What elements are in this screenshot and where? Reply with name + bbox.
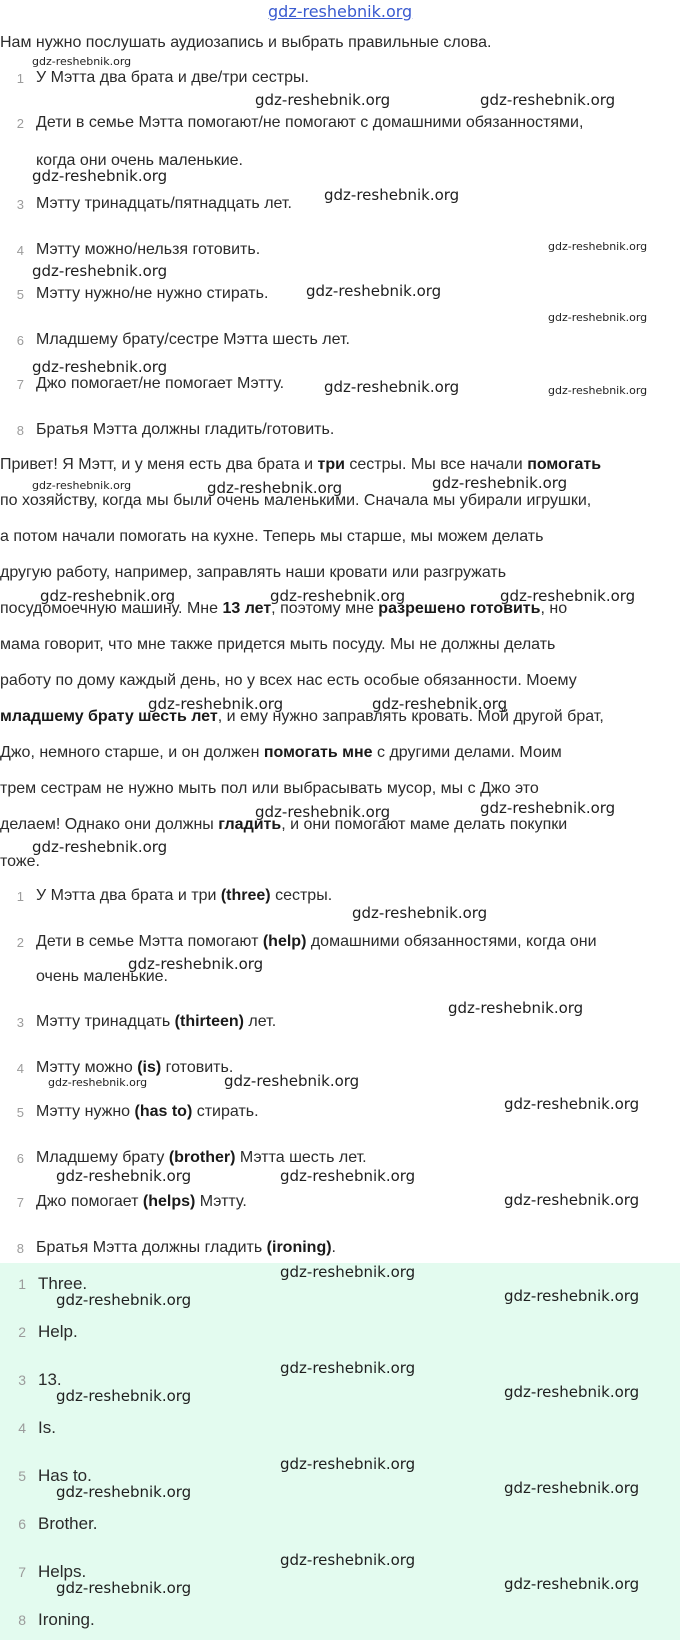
- story-line: другую работу, например, заправлять наши кровати или разгружать: [0, 564, 507, 581]
- task-number: 3: [16, 197, 24, 212]
- watermark: gdz-reshebnik.org: [548, 240, 648, 253]
- answer-text: готовить.: [161, 1059, 234, 1076]
- answer-number: 7: [16, 1195, 24, 1210]
- answer-item: [36, 1058, 233, 1078]
- story-text: , но: [540, 600, 568, 617]
- task-number: 5: [16, 287, 24, 302]
- watermark: gdz-reshebnik.org: [280, 1455, 416, 1473]
- answer-number: 5: [16, 1105, 24, 1120]
- task-number: 6: [16, 333, 24, 348]
- story-line: работу по дому каждый день, но у всех нас есть особые обязанности. Моему: [0, 672, 577, 689]
- answer-text: лет.: [243, 1013, 277, 1030]
- story-line: тоже.: [0, 853, 40, 870]
- answer-number: 4: [16, 1061, 24, 1076]
- story-line: [0, 707, 604, 727]
- task-item: Мэтту нужно/не нужно стирать.: [36, 285, 269, 302]
- story-text: Привет! Я Мэтт, и у меня есть два брата и: [0, 456, 318, 473]
- answer-en-number: 4: [18, 1420, 26, 1436]
- watermark: gdz-reshebnik.org: [280, 1359, 416, 1377]
- task-item: Дети в семье Мэтта помогают/не помогают с домашними обязанностями,: [36, 114, 584, 131]
- watermark: gdz-reshebnik.org: [324, 378, 460, 396]
- task-number: 1: [16, 71, 24, 86]
- watermark: gdz-reshebnik.org: [48, 1076, 148, 1089]
- watermark: gdz-reshebnik.org: [32, 55, 132, 68]
- watermark: gdz-reshebnik.org: [56, 1483, 192, 1501]
- story-highlight: помогать мне: [263, 744, 373, 761]
- watermark: gdz-reshebnik.org: [224, 1072, 360, 1090]
- story-line: трем сестрам не нужно мыть пол или выбрасывать мусор, мы с Джо это: [0, 780, 539, 797]
- answer-item: [36, 1192, 247, 1212]
- watermark: gdz-reshebnik.org: [280, 1263, 416, 1281]
- task-item: Мэтту тринадцать/пятнадцать лет.: [36, 195, 292, 212]
- watermark: gdz-reshebnik.org: [40, 587, 176, 605]
- answer-keyword: (is): [137, 1059, 162, 1076]
- story-line: мама говорит, что мне также придется мыть посуду. Мы не должны делать: [0, 636, 556, 653]
- answer-text: Братья Мэтта должны гладить: [36, 1239, 267, 1256]
- answer-text: стирать.: [192, 1103, 259, 1120]
- answer-text: Мэтта шесть лет.: [235, 1149, 367, 1166]
- watermark: gdz-reshebnik.org: [504, 1479, 640, 1497]
- answer-text: Мэтту тринадцать: [36, 1013, 175, 1030]
- answer-text: домашними обязанностями, когда они: [306, 933, 597, 950]
- watermark: gdz-reshebnik.org: [32, 262, 168, 280]
- answer-text: Мэтту.: [195, 1193, 247, 1210]
- answer-text: Дети в семье Мэтта помогают: [36, 933, 263, 950]
- watermark: gdz-reshebnik.org: [32, 358, 168, 376]
- watermark: gdz-reshebnik.org: [372, 695, 508, 713]
- answer-en-item: 13.: [38, 1370, 62, 1389]
- watermark: gdz-reshebnik.org: [280, 1551, 416, 1569]
- header-watermark-link[interactable]: gdz-reshebnik.org: [268, 2, 413, 21]
- answer-number: 8: [16, 1241, 24, 1256]
- task-item: Мэтту можно/нельзя готовить.: [36, 241, 261, 258]
- task-item-continuation: когда они очень маленькие.: [36, 152, 243, 169]
- answer-item-continuation: очень маленькие.: [36, 968, 168, 985]
- story-text: , и ему нужно заправлять кровать. Мой другой брат,: [217, 708, 604, 725]
- watermark: gdz-reshebnik.org: [504, 1191, 640, 1209]
- answer-item: [36, 932, 597, 952]
- story-line: по хозяйству, когда мы были очень маленькими. Сначала мы убирали игрушки,: [0, 492, 592, 509]
- watermark: gdz-reshebnik.org: [504, 1383, 640, 1401]
- watermark: gdz-reshebnik.org: [432, 474, 568, 492]
- answer-en-item: Helps.: [38, 1562, 87, 1581]
- answer-item: [36, 1148, 367, 1168]
- task-item: У Мэтта два брата и две/три сестры.: [36, 69, 309, 86]
- answer-keyword: (thirteen): [174, 1013, 244, 1030]
- task-number: 2: [16, 116, 24, 131]
- answer-en-number: 8: [18, 1612, 26, 1628]
- answer-en-item: Three.: [38, 1274, 88, 1293]
- answer-keyword: (help): [262, 933, 307, 950]
- story-text: посудомоечную машину. Мне: [0, 600, 223, 617]
- answer-item: [36, 1102, 259, 1122]
- answer-keyword: (three): [220, 887, 271, 904]
- watermark: gdz-reshebnik.org: [255, 803, 391, 821]
- watermark: gdz-reshebnik.org: [56, 1579, 192, 1597]
- story-text: сестры. Мы все начали: [344, 456, 528, 473]
- answer-text: Младшему брату: [36, 1149, 169, 1166]
- watermark: gdz-reshebnik.org: [128, 955, 264, 973]
- watermark: gdz-reshebnik.org: [352, 904, 488, 922]
- watermark: gdz-reshebnik.org: [270, 587, 406, 605]
- answer-en-item: Ironing.: [38, 1610, 95, 1629]
- story-line: а потом начали помогать на кухне. Теперь мы старше, мы можем делать: [0, 528, 544, 545]
- answer-number: 3: [16, 1015, 24, 1030]
- answer-text: .: [331, 1239, 336, 1256]
- intro-text: Нам нужно послушать аудиозапись и выбрать правильные слова.: [0, 34, 492, 51]
- watermark: gdz-reshebnik.org: [56, 1291, 192, 1309]
- story-line: [0, 743, 562, 763]
- story-line: [0, 455, 601, 475]
- answer-en-item: Is.: [38, 1418, 56, 1437]
- task-item: Братья Мэтта должны гладить/готовить.: [36, 421, 335, 438]
- answer-item: [36, 1012, 276, 1032]
- answer-en-number: 2: [18, 1324, 26, 1340]
- story-text: , поэтому мне: [271, 600, 379, 617]
- watermark: gdz-reshebnik.org: [255, 91, 391, 109]
- answer-text: Мэтту нужно: [36, 1103, 135, 1120]
- answer-en-number: 5: [18, 1468, 26, 1484]
- answer-en-number: 6: [18, 1516, 26, 1532]
- watermark: gdz-reshebnik.org: [207, 479, 343, 497]
- story-text: Джо, немного старше, и он должен: [0, 744, 264, 761]
- watermark: gdz-reshebnik.org: [280, 1167, 416, 1185]
- story-text: с другими делами. Моим: [372, 744, 562, 761]
- answer-item: [36, 886, 332, 906]
- task-number: 8: [16, 423, 24, 438]
- story-highlight: разрешено готовить: [378, 600, 541, 617]
- watermark: gdz-reshebnik.org: [56, 1167, 192, 1185]
- watermark: gdz-reshebnik.org: [504, 1095, 640, 1113]
- story-text: делаем! Однако они должны: [0, 816, 219, 833]
- answer-text: Джо помогает: [36, 1193, 143, 1210]
- story-highlight: 13 лет: [222, 600, 272, 617]
- answer-en-number: 3: [18, 1372, 26, 1388]
- answer-text: У Мэтта два брата и три: [36, 887, 221, 904]
- answer-en-item: Brother.: [38, 1514, 98, 1533]
- watermark: gdz-reshebnik.org: [306, 282, 442, 300]
- story-text: , и они помогают маме делать покупки: [281, 816, 568, 833]
- answer-en-item: Has to.: [38, 1466, 92, 1485]
- task-item: Младшему брату/сестре Мэтта шесть лет.: [36, 331, 350, 348]
- answer-item: [36, 1238, 336, 1258]
- watermark: gdz-reshebnik.org: [56, 1387, 192, 1405]
- story-highlight: помогать: [527, 456, 602, 473]
- watermark: gdz-reshebnik.org: [504, 1287, 640, 1305]
- answer-text: Мэтту можно: [36, 1059, 138, 1076]
- watermark: gdz-reshebnik.org: [504, 1575, 640, 1593]
- answer-keyword: (ironing): [266, 1239, 332, 1256]
- watermark: gdz-reshebnik.org: [548, 384, 648, 397]
- answer-number: 6: [16, 1151, 24, 1166]
- watermark: gdz-reshebnik.org: [480, 91, 616, 109]
- story-highlight: гладить: [218, 816, 282, 833]
- watermark: gdz-reshebnik.org: [148, 695, 284, 713]
- answer-number: 2: [16, 935, 24, 950]
- watermark: gdz-reshebnik.org: [480, 799, 616, 817]
- answer-keyword: (helps): [142, 1193, 196, 1210]
- task-number: 4: [16, 243, 24, 258]
- story-highlight: три: [317, 456, 345, 473]
- answer-keyword: (brother): [168, 1149, 236, 1166]
- watermark: gdz-reshebnik.org: [32, 167, 168, 185]
- task-number: 7: [16, 377, 24, 392]
- answer-text: сестры.: [270, 887, 333, 904]
- watermark: gdz-reshebnik.org: [548, 311, 648, 324]
- answer-number: 1: [16, 889, 24, 904]
- watermark: gdz-reshebnik.org: [32, 838, 168, 856]
- watermark: gdz-reshebnik.org: [448, 999, 584, 1017]
- watermark: gdz-reshebnik.org: [32, 479, 132, 492]
- watermark: gdz-reshebnik.org: [500, 587, 636, 605]
- watermark: gdz-reshebnik.org: [324, 186, 460, 204]
- answer-en-number: 1: [18, 1276, 26, 1292]
- answer-en-item: Help.: [38, 1322, 78, 1341]
- task-item: Джо помогает/не помогает Мэтту.: [36, 375, 285, 392]
- story-highlight: младшему брату шесть лет: [0, 708, 218, 725]
- answer-keyword: (has to): [134, 1103, 193, 1120]
- answer-en-number: 7: [18, 1564, 26, 1580]
